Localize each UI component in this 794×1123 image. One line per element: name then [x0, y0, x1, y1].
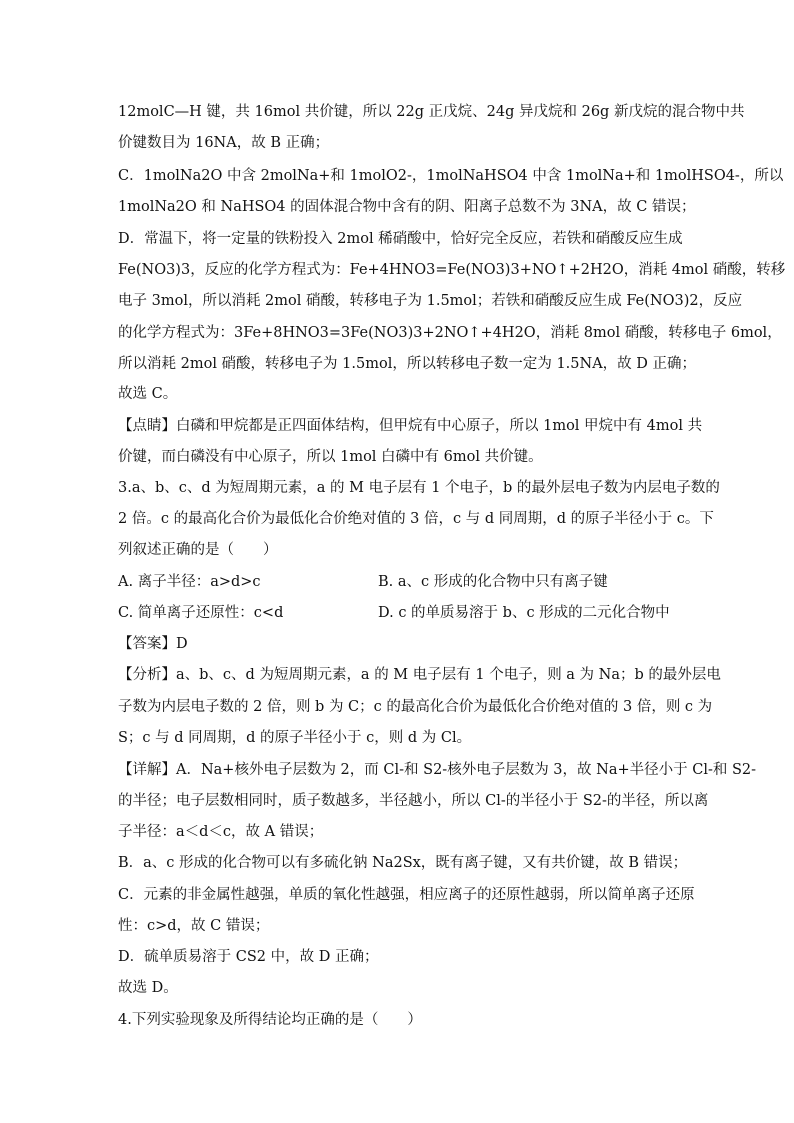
detail-line: 故选 D。 [118, 980, 178, 996]
question-line: 2 倍。c 的最高化合价为最低化合价绝对值的 3 倍，c 与 d 同周期，d 的原子半径小于 c。下 [118, 511, 714, 527]
option-a: A. 离子半径：a>d>c [118, 574, 261, 590]
text-line: 电子 3mol，所以消耗 2mol 硝酸，转移电子为 1.5mol；若铁和硝酸反应生成 Fe(NO3)2，反应 [118, 293, 743, 309]
question-line: 4.下列实验现象及所得结论均正确的是（ ） [118, 1012, 422, 1028]
question-line: 3.a、b、c、d 为短周期元素，a 的 M 电子层有 1 个电子，b 的最外层电子数为内层电子数的 [118, 480, 720, 496]
text-line: 所以消耗 2mol 硝酸，转移电子为 1.5mol，所以转移电子数一定为 1.5NA，故 D 正确； [118, 356, 697, 372]
text-line: 12molC—H 键，共 16mol 共价键，所以 22g 正戊烷、24g 异戊烷和 26g 新戊烷的混合物中共 [118, 104, 745, 120]
option-d: D. c 的单质易溶于 b、c 形成的二元化合物中 [378, 605, 670, 621]
text-line: Fe(NO3)3，反应的化学方程式为：Fe+4HNO3=Fe(NO3)3+NO↑+2H2O，消耗 4mol 硝酸，转移 [118, 262, 786, 278]
analysis-line: S；c 与 d 同周期，d 的原子半径小于 c，则 d 为 Cl。 [118, 730, 472, 746]
analysis-line: 【分析】a、b、c、d 为短周期元素，a 的 M 电子层有 1 个电子，则 a 为 Na；b 的最外层电 [118, 667, 721, 683]
question-line: 列叙述正确的是（ ） [118, 542, 278, 558]
detail-line: 的半径；电子层数相同时，质子数越多，半径越小，所以 Cl-的半径小于 S2-的半径，所以离 [118, 793, 709, 809]
detail-line: B．a、c 形成的化合物可以有多硫化钠 Na2Sx，既有离子键，又有共价键，故 B 错误； [118, 855, 688, 871]
detail-line: 【详解】A．Na+核外电子层数为 2，而 Cl-和 S2-核外电子层数为 3，故 Na+半径小于 Cl-和 S2- [118, 762, 757, 778]
analysis-line: 子数为内层电子数的 2 倍，则 b 为 C；c 的最高化合价为最低化合价绝对值的 3 倍，则 c 为 [118, 699, 713, 715]
text-line: C．1molNa2O 中含 2molNa+和 1molO2-，1molNaHSO4 中含 1molNa+和 1molHSO4-，所以 [118, 168, 784, 184]
detail-line: 子半径：a＜d＜c，故 A 错误； [118, 824, 324, 840]
text-line: 故选 C。 [118, 386, 178, 402]
text-line: 的化学方程式为：3Fe+8HNO3=3Fe(NO3)3+2NO↑+4H2O，消耗 8mol 硝酸，转移电子 6mol， [118, 325, 782, 341]
option-b: B. a、c 形成的化合物中只有离子键 [378, 574, 608, 590]
answer-line: 【答案】D [118, 636, 188, 652]
note-line: 【点睛】白磷和甲烷都是正四面体结构，但甲烷有中心原子，所以 1mol 甲烷中有 4mol 共 [118, 418, 703, 434]
detail-line: C．元素的非金属性越强，单质的氧化性越强，相应离子的还原性越弱，所以简单离子还原 [118, 887, 695, 903]
note-line: 价键，而白磷没有中心原子，所以 1mol 白磷中有 6mol 共价键。 [118, 449, 543, 465]
text-line: D．常温下，将一定量的铁粉投入 2mol 稀硝酸中，恰好完全反应，若铁和硝酸反应生成 [118, 231, 683, 247]
option-c: C. 简单离子还原性：c<d [118, 605, 284, 621]
detail-line: D．硫单质易溶于 CS2 中，故 D 正确； [118, 949, 379, 965]
text-line: 1molNa2O 和 NaHSO4 的固体混合物中含有的阴、阳离子总数不为 3NA，故 C 错误； [118, 199, 696, 215]
text-line: 价键数目为 16NA，故 B 正确； [118, 135, 330, 151]
detail-line: 性：c>d，故 C 错误； [118, 918, 270, 934]
